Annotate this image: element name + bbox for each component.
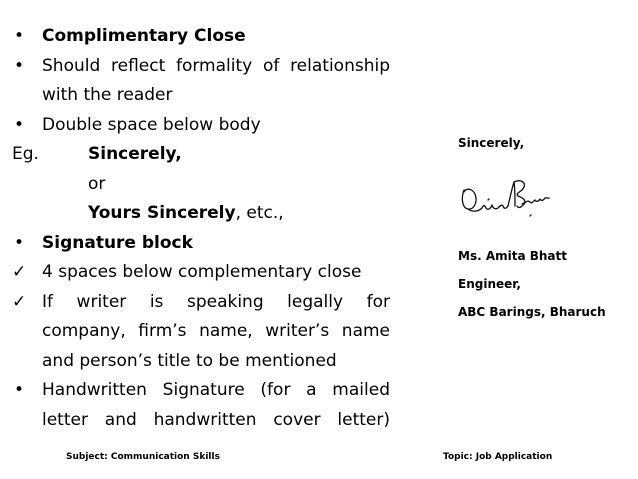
heading-signature-block: Signature block	[42, 232, 193, 253]
text-line: Double space below body	[42, 114, 261, 135]
list-item	[8, 52, 390, 82]
example-etc: , etc.,	[235, 203, 284, 223]
list-item	[8, 111, 390, 141]
example-sincerely: Sincerely,	[88, 144, 182, 164]
text-line: If writer is speaking legally for	[42, 291, 390, 312]
check-icon: ✓	[12, 291, 27, 312]
bullet-icon: •	[14, 232, 25, 253]
list-item-continuation	[8, 347, 390, 377]
eg-label: Eg.	[12, 144, 39, 164]
list-item	[8, 229, 390, 259]
bullet-icon: •	[14, 55, 25, 76]
bullet-icon: •	[14, 380, 25, 400]
text-line: with the reader	[42, 85, 173, 105]
signer-company: ABC Barings, Bharuch	[458, 305, 606, 319]
list-item-continuation	[8, 406, 390, 436]
example-line	[8, 140, 390, 170]
list-item	[8, 22, 390, 52]
text-line: and person’s title to be mentioned	[42, 350, 337, 371]
text-line: Handwritten Signature (for a mailed	[42, 380, 390, 400]
example-yours-sincerely: Yours Sincerely	[88, 203, 236, 223]
list-item	[8, 258, 390, 288]
list-item-continuation	[8, 317, 390, 347]
example-line	[8, 199, 390, 229]
heading-complimentary-close: Complimentary Close	[42, 26, 246, 46]
closing-text: Sincerely,	[458, 136, 525, 150]
text-line: company, firm’s name, writer’s name	[42, 321, 390, 341]
list-item	[8, 376, 390, 406]
footer-topic: Topic: Job Application	[443, 452, 553, 462]
text-line: Should reflect formality of relationship	[42, 55, 390, 76]
bullet-icon: •	[14, 26, 25, 46]
example-line	[8, 170, 390, 200]
signer-name: Ms. Amita Bhatt	[458, 249, 567, 263]
list-item	[8, 288, 390, 318]
bullet-icon: •	[14, 114, 25, 135]
handwritten-signature-icon	[458, 168, 554, 226]
content-list	[8, 22, 390, 435]
text-line: letter and handwritten cover letter)	[42, 409, 390, 430]
signer-title: Engineer,	[458, 277, 521, 291]
example-or: or	[88, 173, 106, 194]
check-icon: ✓	[12, 262, 27, 282]
footer-subject: Subject: Communication Skills	[66, 452, 220, 462]
text-line: 4 spaces below complementary close	[42, 262, 362, 282]
list-item-continuation	[8, 81, 390, 111]
